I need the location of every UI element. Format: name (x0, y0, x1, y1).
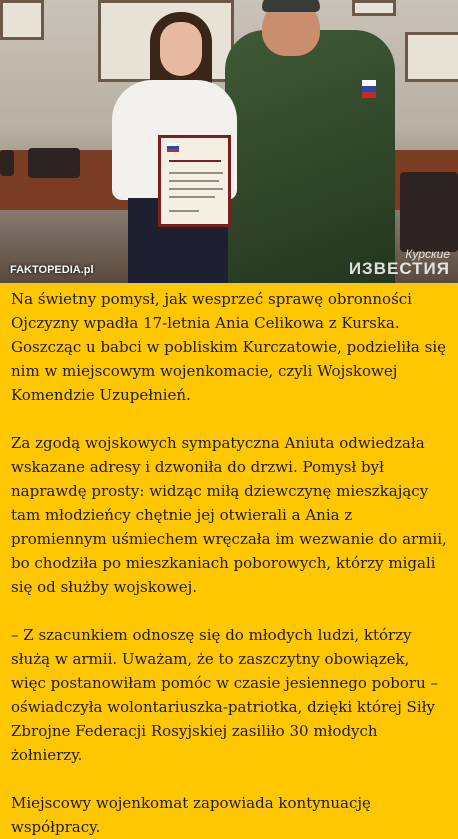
officer-hair (262, 0, 320, 12)
certificate-line (169, 172, 223, 174)
article-paragraph: Za zgodą wojskowych sympatyczna Aniuta odwiedzała wskazane adresy i dzwoniła do drzwi. Pomysł był naprawdę prosty: widząc miłą dziewczynę mieszkający tam młodzieńcy chętnie jej otwierali a Ania z promiennym uśmiechem wręczała im wezwanie do armii, bo chodziła po mieszkaniach poborowych, którzy migali się od służby wojskowej. (11, 434, 447, 596)
logo-top-text: Курские (405, 247, 450, 261)
chair (0, 150, 14, 176)
article-paragraph: Na świetny pomysł, jak wesprzeć sprawę obronności Ojczyzny wpadła 17-letnia Ania Celikowa z Kurska. Goszcząc u babci w pobliskim Kurczatowie, podzieliła się nim w miejscowym wojenkomacie, czyli Wojskowej Komendzie Uzupełnień. (11, 290, 446, 404)
faktopedia-watermark: FAKTOPEDIA.pl (10, 264, 94, 276)
wall-picture (405, 32, 458, 82)
certificate (158, 135, 231, 227)
chair (28, 148, 80, 178)
chair (400, 172, 458, 252)
wall-picture (0, 0, 44, 40)
certificate-line (169, 160, 221, 162)
certificate-line (169, 180, 219, 182)
flag-patch (362, 80, 376, 98)
certificate-line (169, 210, 199, 212)
article-paragraph: – Z szacunkiem odnoszę się do młodych ludzi, którzy służą w armii. Uważam, że to zaszczytny obowiązek, więc postanowiłam pomóc w czasie jesiennego poboru – oświadczyła wolontariuszka-patriotka, dzięki której Siły Zbrojne Federacji Rosyjskiej zasiliło 30 młodych żołnierzy. (11, 626, 439, 764)
girl-face (160, 22, 202, 76)
certificate-line (169, 196, 215, 198)
certificate-flag (167, 143, 179, 152)
officer-figure (225, 30, 395, 283)
wall-picture (352, 0, 396, 16)
kurskie-izvestiya-logo (349, 248, 450, 277)
article-paragraph: Miejscowy wojenkomat zapowiada kontynuację współpracy. (11, 794, 371, 836)
article-body (0, 283, 458, 839)
logo-bottom-text: ИЗВЕСТИЯ (348, 259, 450, 278)
article-photo (0, 0, 458, 283)
certificate-line (169, 188, 223, 190)
